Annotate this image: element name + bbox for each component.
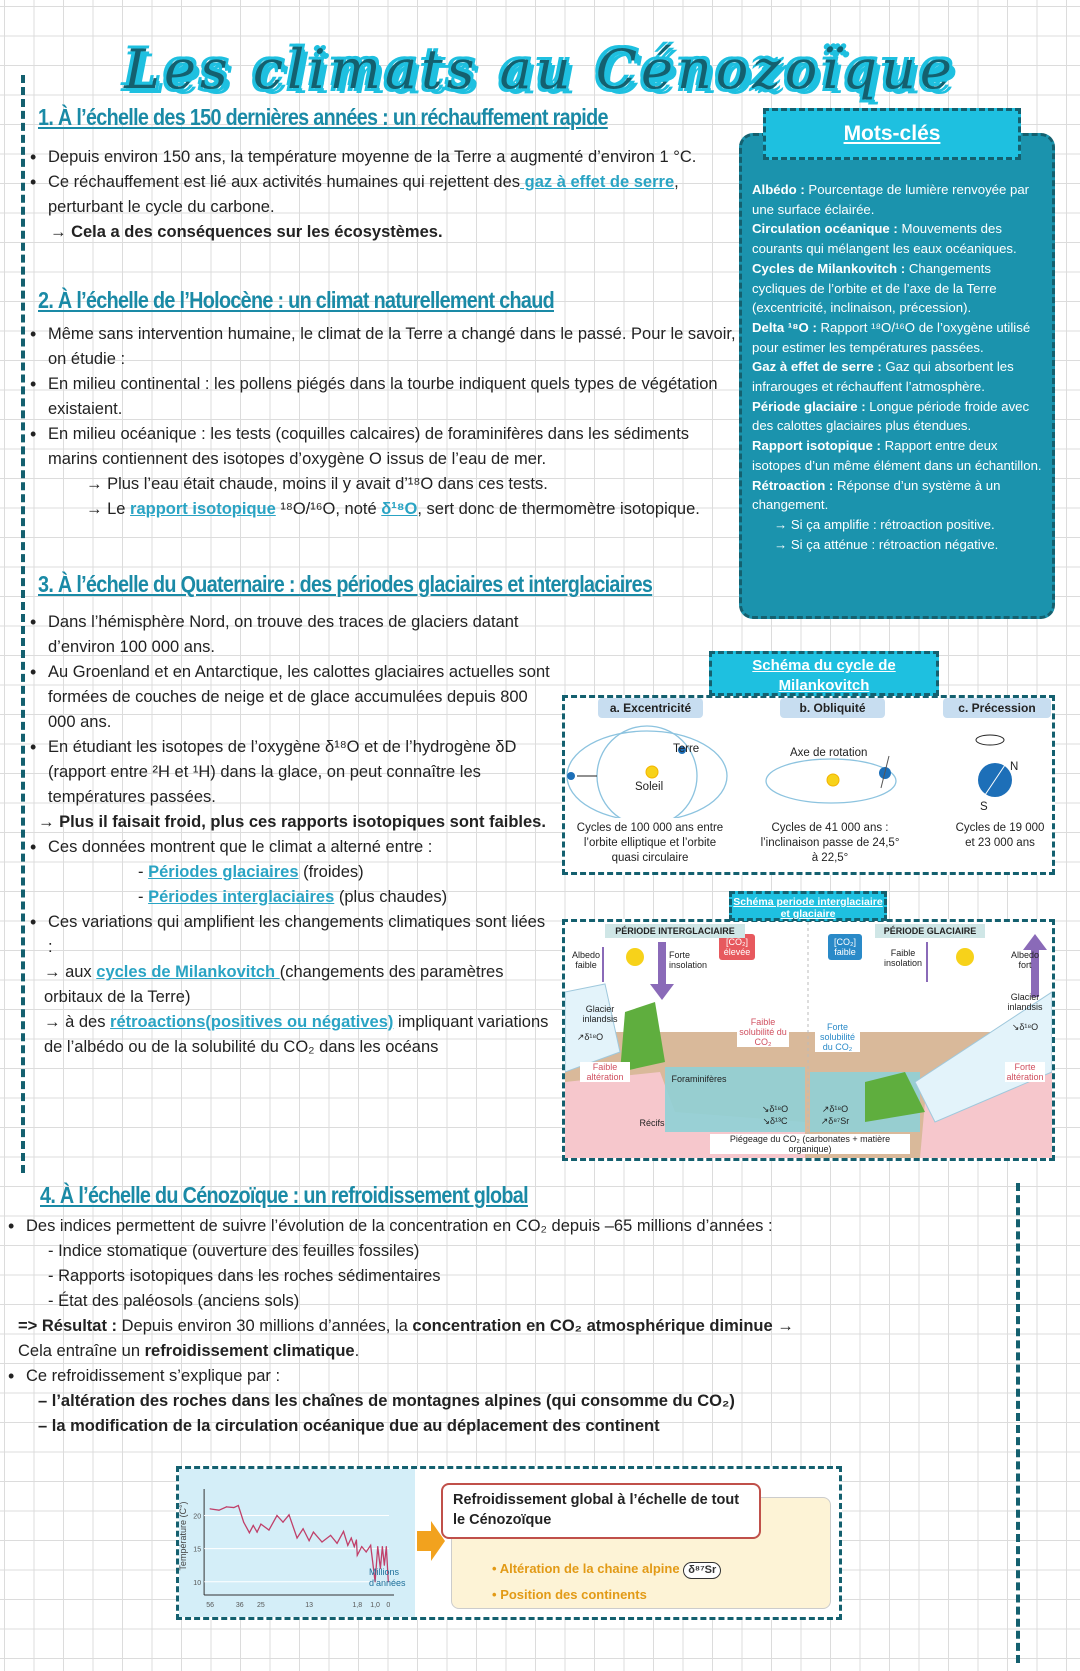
link-cycles-milankovitch[interactable]: cycles de Milankovitch <box>96 963 280 981</box>
label-periode-interglaciaire: PÉRIODE INTERGLACIAIRE <box>605 924 745 938</box>
data-point <box>256 1531 257 1532</box>
section-4-heading: 4. À l’échelle du Cénozoïque : un refroidissement global <box>40 1182 528 1208</box>
s4-dash: - État des paléosols (anciens sols) <box>48 1292 300 1310</box>
y-tick-label: 10 <box>193 1579 202 1587</box>
s4-bullet: • Ce refroidissement s’explique par : <box>4 1364 1004 1389</box>
s3-conclusion: → Plus il faisait froid, plus ces rapports isotopiques sont faibles. <box>38 813 546 831</box>
label-obliquite: b. Obliquité <box>780 698 885 718</box>
keyword-definition: Mouvements des courants qui mélangent les eaux océaniques. <box>752 221 1017 257</box>
label-axe-rotation: Axe de rotation <box>790 747 868 759</box>
text: Position des continents <box>500 1587 647 1602</box>
label-albedo-faible: Albedo faible <box>571 950 601 970</box>
label-glacier: Glacier inlandsis <box>1007 992 1043 1012</box>
data-point <box>218 1510 219 1511</box>
right-border <box>1016 1183 1020 1663</box>
keyword-term: Cycles de Milankovitch : <box>752 260 906 276</box>
s1-conclusion <box>26 220 740 245</box>
data-point <box>382 1546 383 1547</box>
orbits-illustration <box>565 718 1052 818</box>
text: refroidissement climatique <box>144 1342 355 1360</box>
data-point <box>377 1546 378 1547</box>
keyword-definition: Pourcentage de lumière renvoyée par une surface éclairée. <box>752 182 1030 217</box>
data-point <box>268 1529 269 1530</box>
keyword-term: Circulation océanique : <box>752 221 898 237</box>
label-foraminiferes: Foraminifères <box>671 1074 727 1084</box>
label-faible-alteration: Faible altération <box>580 1062 630 1082</box>
label-co2-elevee: [CO₂] élevée <box>723 937 751 957</box>
label-glacier: Glacier inlandsis <box>582 1004 618 1024</box>
text: → Cela entraîne un <box>18 1317 794 1360</box>
text: impliquant variations de l’albédo ou de la solubilité du CO₂ dans les océans <box>44 1013 549 1056</box>
section-2-heading: 2. À l’échelle de l’Holocène : un climat naturellement chaud <box>38 287 554 313</box>
data-point <box>226 1506 227 1507</box>
s4-cause: – la modification de la circulation océanique due au déplacement des continent <box>38 1417 660 1435</box>
data-point <box>282 1522 283 1523</box>
label-d13c: ↘δ¹³C <box>762 1116 788 1126</box>
arrow-icon: → <box>50 223 67 241</box>
link-periodes-interglaciaires[interactable]: Périodes interglaciaires <box>148 888 335 906</box>
keyword-term: Rétroaction : <box>752 477 834 493</box>
data-point <box>210 1508 211 1509</box>
caption-excentricite: Cycles de 100 000 ans entre l’orbite elliptique et l’orbite quasi circulaire <box>576 822 724 864</box>
text: Ce réchauffement est lié aux activités humaines qui rejettent des <box>48 173 521 191</box>
text: (changements des paramètres orbitaux de la Terre) <box>44 963 504 1006</box>
keyword-sub: → Si ça amplifie : rétroaction positive. <box>774 516 995 532</box>
data-point <box>253 1525 254 1526</box>
caption-precession: Cycles de 19 000 et 23 000 ans <box>955 822 1045 849</box>
section-4 <box>4 1214 1004 1439</box>
cenozoic-figure <box>176 1466 842 1620</box>
keywords-title: Mots-clés <box>763 108 1021 160</box>
data-point <box>302 1528 303 1529</box>
x-tick-label: 13 <box>305 1602 313 1609</box>
label-excentricite: a. Excentricité <box>598 698 703 718</box>
s4-dash: - Rapports isotopiques dans les roches sédimentaires <box>48 1267 441 1285</box>
keyword-definition: Rapport ¹⁸O/¹⁶O de l’oxygène utilisé pour estimer les températures passées. <box>752 319 1031 355</box>
link-retroactions[interactable]: rétroactions(positives ou négatives) <box>110 1013 394 1031</box>
text: => Résultat : <box>18 1317 118 1335</box>
text: Depuis environ 30 millions d’années, la <box>117 1317 413 1335</box>
keywords-list <box>752 180 1044 515</box>
s2-bullet: • Même sans intervention humaine, le climat de la Terre a changé dans le passé. Pour le savoir, on étudie : <box>26 322 740 372</box>
data-point <box>357 1555 358 1556</box>
s3-dash <box>26 860 551 885</box>
keyword-item <box>752 357 1044 396</box>
label-faible-solubilite: Faible solubilité du CO₂ <box>737 1017 789 1047</box>
text: , perturbant le cycle du carbone. <box>48 173 679 216</box>
section-1-heading: 1. À l’échelle des 150 dernières années : un réchauffement rapide <box>38 104 608 130</box>
label-soleil: Soleil <box>635 781 664 793</box>
keyword-definition: Gaz qui absorbent les infrarouges et réchauffent l’atmosphère. <box>752 359 1014 395</box>
link-gaz-effet-serre[interactable]: gaz à effet de serre <box>520 173 675 191</box>
keyword-item <box>752 436 1044 475</box>
section-2 <box>26 322 740 522</box>
s3-bullet: • Ces variations qui amplifient les changements climatiques sont liées : <box>26 910 551 960</box>
keyword-definition: Rapport entre deux isotopes d’un même élément dans un échantillon. <box>752 438 1042 473</box>
label-piegeage: Piégeage du CO₂ (carbonates + matière organique) <box>710 1134 910 1154</box>
text: concentration en CO₂ atmosphérique diminue <box>412 1317 773 1335</box>
s2-arrow <box>26 497 740 522</box>
x-axis-label: Millions d’années <box>369 1567 406 1588</box>
label-d18o: ↗δ¹⁸O <box>576 1032 604 1042</box>
s3-arrow <box>26 1010 551 1060</box>
text: (froides) <box>298 863 364 881</box>
label-periode-glaciaire: PÉRIODE GLACIAIRE <box>875 924 985 938</box>
keyword-definition: Réponse d’un système à un changement. <box>752 477 1001 513</box>
data-point <box>370 1545 371 1546</box>
label-n: N <box>1010 761 1019 773</box>
milankovitch-title: Schéma du cycle de Milankovitch <box>709 651 939 696</box>
link-rapport-isotopique[interactable]: rapport isotopique <box>130 500 276 518</box>
s3-bullet: • Au Groenland et en Antarctique, les calottes glaciaires actuelles sont formées de couches de neige et de glace accumulées depuis 800 000 ans. <box>26 660 551 735</box>
s3-arrow <box>26 960 551 1010</box>
text: Altération de la chaine alpine <box>499 1561 680 1576</box>
label-terre: Terre <box>673 743 700 755</box>
d87sr-badge: δ⁸⁷Sr <box>683 1562 721 1579</box>
text: (plus chaudes) <box>334 888 448 906</box>
label-forte-alteration: Forte altération <box>1006 1062 1044 1082</box>
left-border <box>21 75 25 1173</box>
text: , sert donc de thermomètre isotopique. <box>417 500 700 518</box>
keyword-definition: Longue période froide avec des calottes glaciaires plus étendues. <box>752 398 1030 434</box>
keyword-item <box>752 476 1044 515</box>
y-tick-label: 15 <box>193 1546 202 1554</box>
text: - <box>138 863 149 881</box>
keyword-item <box>752 259 1044 318</box>
text: - <box>138 888 149 906</box>
data-point <box>347 1545 348 1546</box>
s3-bullet: • En étudiant les isotopes de l’oxygène δ¹⁸O et de l’hydrogène δD (rapport entre ²H et ¹H) dans la glace, on peut connaître les températures passées. <box>26 735 551 810</box>
data-point <box>313 1531 314 1532</box>
label-faible-insolation: Faible insolation <box>883 948 923 968</box>
s4-dash: - Indice stomatique (ouverture des feuilles fossiles) <box>48 1242 420 1260</box>
label-recifs: Récifs <box>639 1118 665 1128</box>
x-tick-label: 1,0 <box>370 1602 380 1609</box>
x-tick-label: 25 <box>257 1602 265 1609</box>
keyword-term: Rapport isotopique : <box>752 438 881 454</box>
glacial-diagram <box>562 919 1055 1161</box>
data-point <box>233 1507 234 1508</box>
label-d87sr: ↗δ⁸⁷Sr <box>820 1116 850 1126</box>
temperature-line <box>210 1506 388 1582</box>
text: . <box>354 1342 360 1360</box>
keyword-term: Delta ¹⁸O : <box>752 319 817 335</box>
keyword-term: Période glaciaire : <box>752 398 866 414</box>
link-periodes-glaciaires[interactable]: Périodes glaciaires <box>148 863 299 881</box>
text: Cela a des conséquences sur les écosystèmes. <box>71 223 443 241</box>
s4-cause: – l’altération des roches dans les chaînes de montagnes alpines (qui consomme du CO₂) <box>38 1392 735 1410</box>
label-co2-faible: [CO₂] faible <box>834 937 856 957</box>
x-tick-label: 1,8 <box>352 1602 363 1609</box>
text: → Le <box>86 500 131 518</box>
data-point <box>384 1565 385 1566</box>
s2-bullet: • En milieu océanique : les tests (coquilles calcaires) de foraminifères dans les sédiments marins contiennent des isotopes d’oxygène O issus de l’eau de mer. <box>26 422 740 472</box>
y-tick-label: 20 <box>193 1513 202 1521</box>
s3-dash <box>26 885 551 910</box>
s4-bullet: • Des indices permettent de suivre l’évolution de la concentration en CO₂ depuis –65 millions d’années : <box>4 1214 1004 1239</box>
label-d18o: ↗δ¹⁸O <box>821 1104 849 1114</box>
data-point <box>343 1531 344 1532</box>
data-point <box>309 1540 310 1541</box>
label-forte-insolation: Forte insolation <box>669 950 708 970</box>
data-point <box>330 1535 331 1536</box>
data-point <box>351 1537 352 1538</box>
caption-obliquite: Cycles de 41 000 ans : l’inclinaison passe de 24,5° à 22,5° <box>760 822 900 864</box>
text: → aux <box>44 963 97 981</box>
section-1 <box>26 145 740 245</box>
data-point <box>366 1551 367 1552</box>
keyword-item <box>752 180 1044 219</box>
summary-title: Refroidissement global à l’échelle de tout le Cénozoïque <box>441 1483 761 1539</box>
data-point <box>386 1546 387 1547</box>
label-d18o: ↘δ¹⁸O <box>1011 1022 1039 1032</box>
data-point <box>249 1532 250 1533</box>
data-point <box>354 1546 355 1547</box>
data-point <box>361 1546 362 1547</box>
summary-item <box>492 1582 830 1608</box>
y-axis-label: Température (C°) <box>178 1501 188 1571</box>
data-point <box>336 1543 337 1544</box>
keyword-term: Albédo : <box>752 182 805 197</box>
chart-panel <box>179 1469 415 1617</box>
s2-arrow: → Plus l’eau était chaude, moins il y avait d’¹⁸O dans ces tests. <box>86 475 548 493</box>
s1-bullet <box>26 170 740 220</box>
summary-item <box>492 1556 830 1582</box>
bullet: • <box>492 1561 497 1576</box>
section-3-heading: 3. À l’échelle du Quaternaire : des périodes glaciaires et interglaciaires <box>38 571 653 597</box>
bullet: • <box>492 1587 497 1602</box>
keyword-term: Gaz à effet de serre : <box>752 359 882 375</box>
data-point <box>356 1539 357 1540</box>
keywords-panel <box>739 133 1055 619</box>
temperature-chart <box>179 1469 415 1617</box>
keyword-definition: Changements cycliques de l’orbite et de l’axe de la Terre (excentricité, inclinaison, précession). <box>752 260 997 316</box>
glacial-title: Schéma periode interglaciaire et glaciaire <box>729 891 887 921</box>
data-point <box>238 1505 239 1506</box>
keyword-item <box>752 219 1044 258</box>
data-point <box>243 1522 244 1523</box>
data-point <box>276 1515 277 1516</box>
x-tick-label: 36 <box>235 1602 244 1609</box>
x-tick-label: 0 <box>386 1602 391 1609</box>
s3-bullet: • Dans l’hémisphère Nord, on trouve des traces de glaciers datant d’environ 100 000 ans. <box>26 610 551 660</box>
s3-bullet: • Ces données montrent que le climat a alterné entre : <box>26 835 551 860</box>
data-point <box>260 1524 261 1525</box>
x-tick-label: 56 <box>206 1602 214 1609</box>
label-precession: c. Précession <box>943 698 1051 718</box>
s4-result <box>4 1314 794 1364</box>
data-point <box>296 1537 297 1538</box>
s1-bullet: • Depuis environ 150 ans, la température moyenne de la Terre a augmenté d’environ 1 °C. <box>26 145 740 170</box>
text: → à des <box>44 1013 111 1031</box>
label-s: S <box>980 801 988 813</box>
label-forte-solubilite: Forte solubilité du CO₂ <box>815 1022 860 1052</box>
keyword-item <box>752 397 1044 436</box>
link-delta18o[interactable]: δ¹⁸O <box>381 500 418 518</box>
section-3 <box>26 610 551 1060</box>
keyword-item <box>752 318 1044 357</box>
label-albedo-fort: Albedo fort <box>1010 950 1040 970</box>
label-d18o: ↘δ¹⁸O <box>761 1104 789 1114</box>
keyword-sub: → Si ça atténue : rétroaction négative. <box>774 536 999 552</box>
page-title: Les climats au Cénozoïque <box>124 38 956 101</box>
s2-bullet: • En milieu continental : les pollens piégés dans la tourbe indiquent quels types de végétation existaient. <box>26 372 740 422</box>
text: ¹⁸O/¹⁶O, noté <box>275 500 382 518</box>
data-point <box>288 1514 289 1515</box>
milankovitch-diagram <box>562 695 1055 875</box>
data-point <box>321 1541 322 1542</box>
